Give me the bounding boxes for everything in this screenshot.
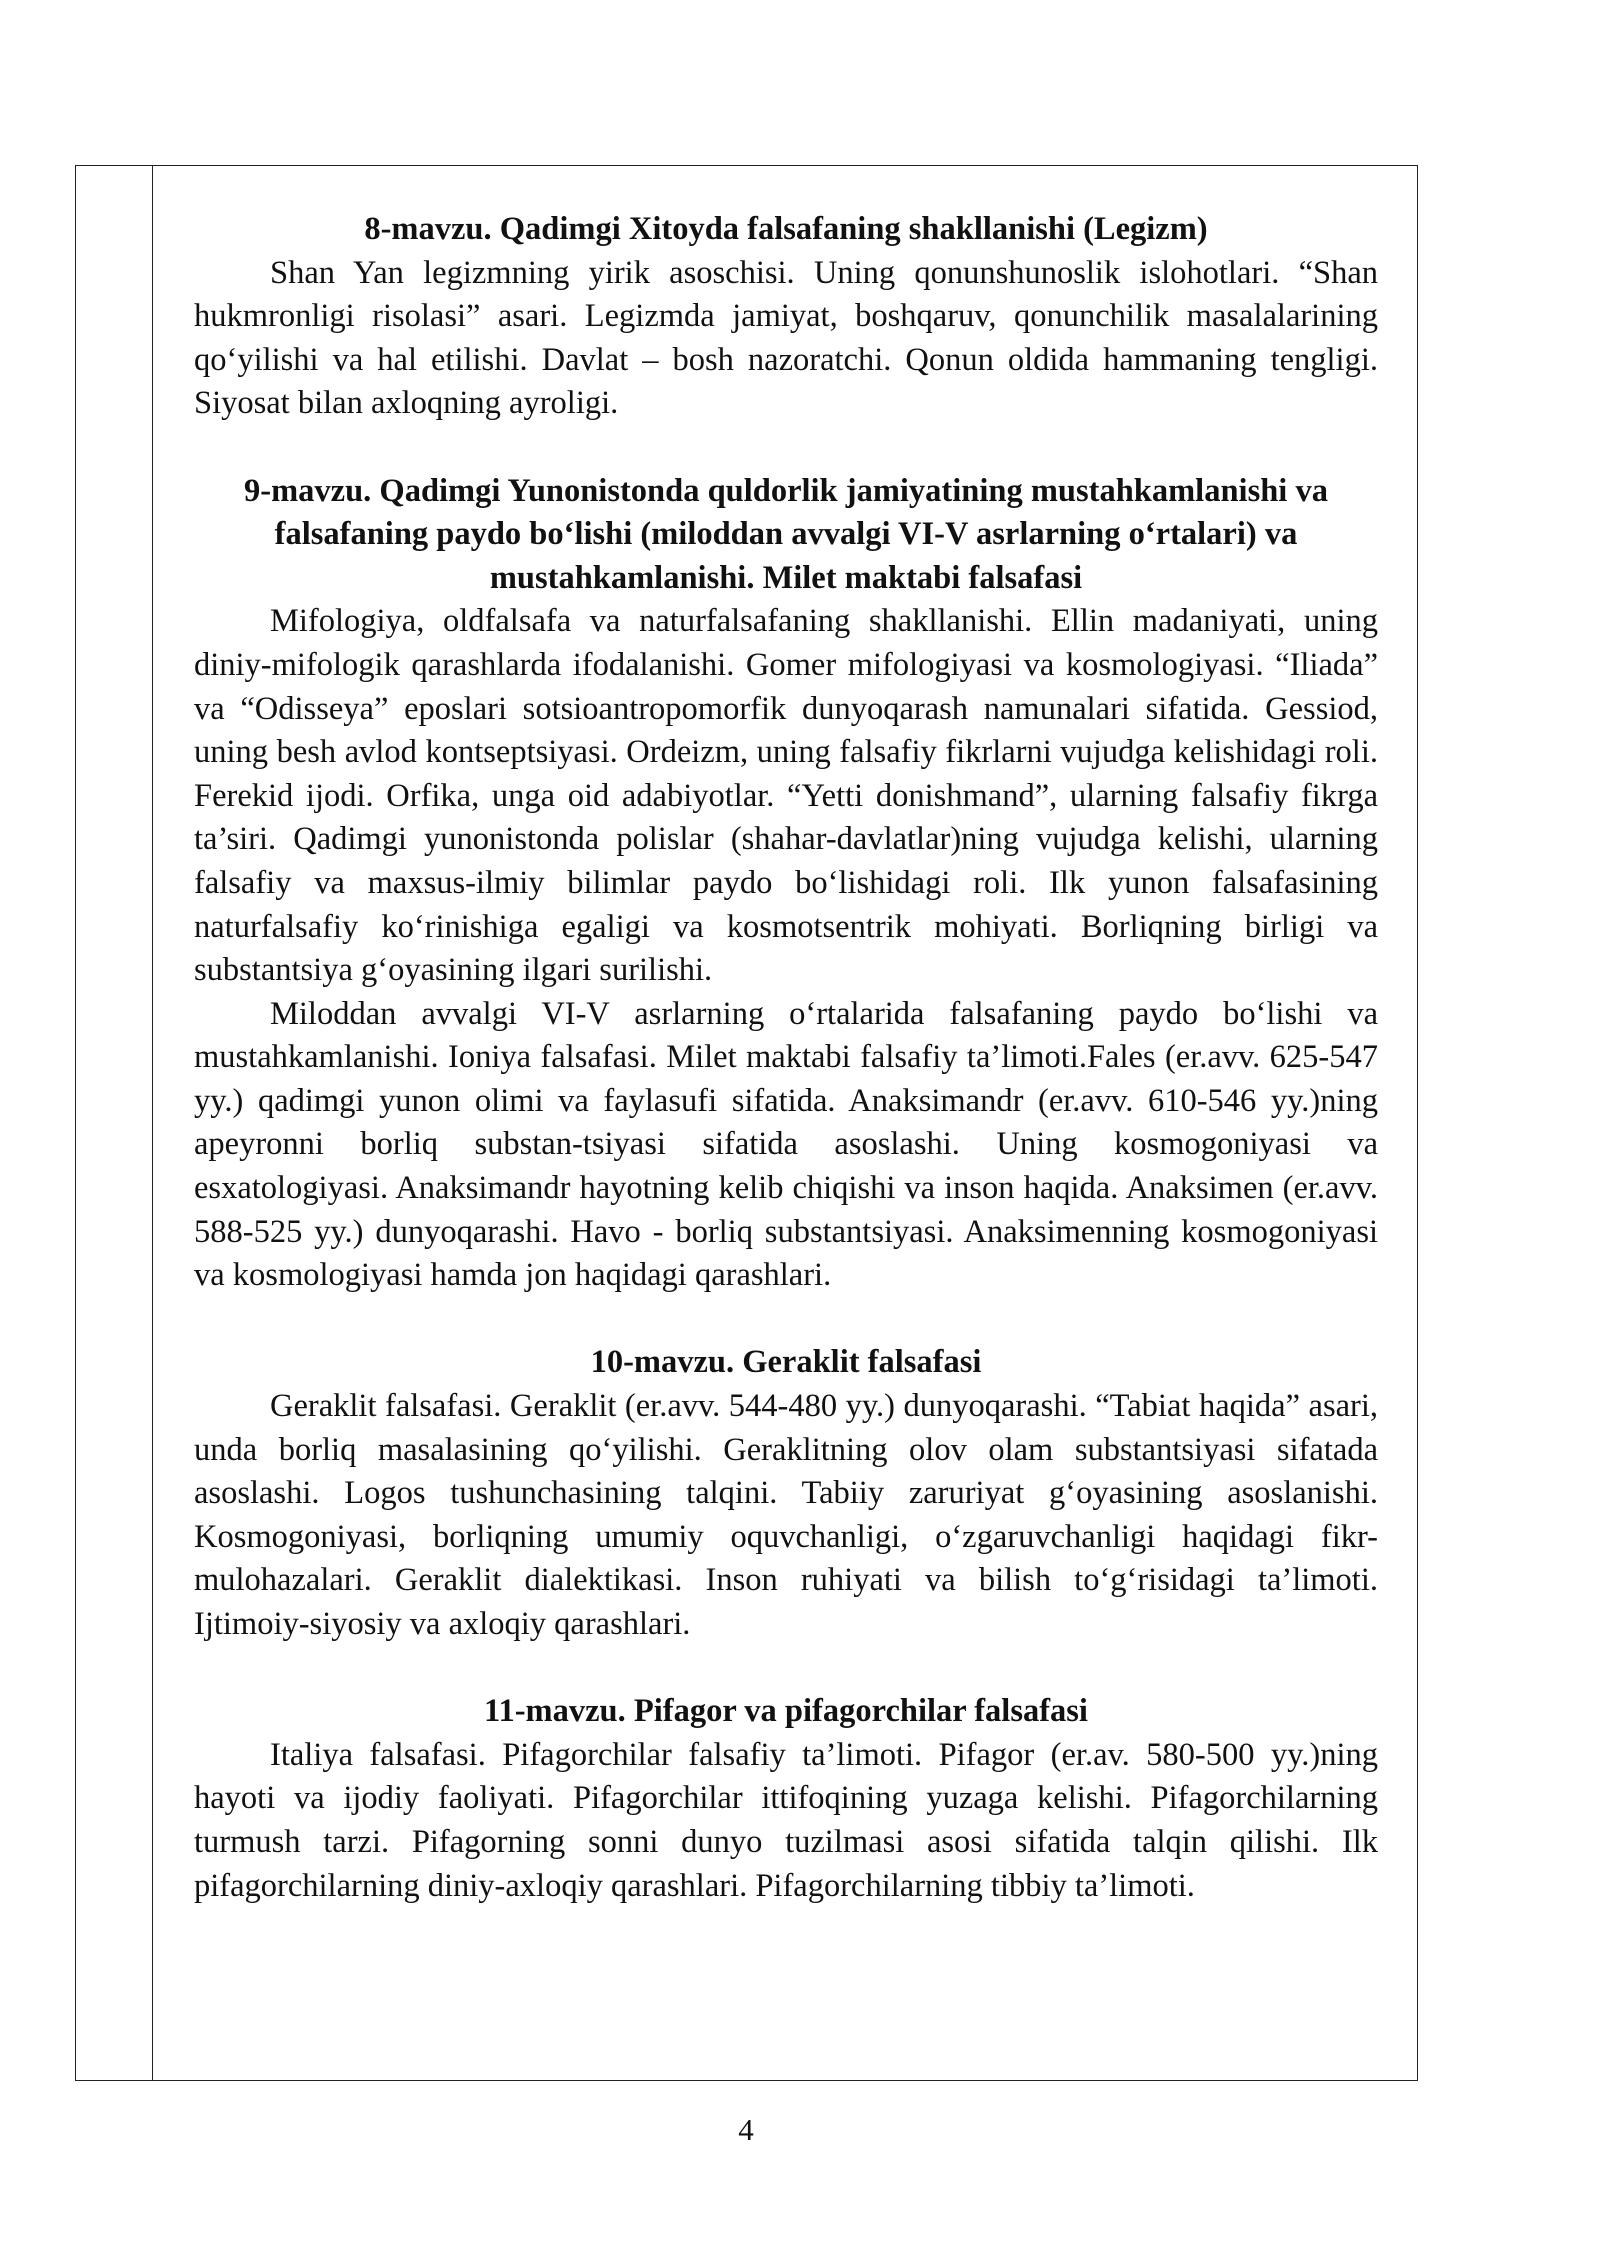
topic-title: 10-mavzu. Geraklit falsafasi <box>590 1344 982 1381</box>
content-cell <box>194 208 1378 1908</box>
topic-paragraph: Geraklit falsafasi. Geraklit (er.avv. 544-480 yy.) dunyoqarashi. “Tabiat haqida” asari, unda borliq masalasining qo‘yilishi. Geraklitning olov olam substantsiyasi sifatada asoslashi. Logos tushunchasining talqini. Tabiiy zaruriyat g‘oyasining asoslanishi. Kosmogoniyasi, borliqning umumiy oquvchanligi, o‘zgaruvchanligi haqidagi fikr-mulohazalari. Geraklit dialektikasi. Inson ruhiyati va bilish to‘g‘risidagi ta’limoti. Ijtimoiy-siyosiy va axloqiy qarashlari. <box>194 1388 1378 1642</box>
topic-8 <box>194 208 1378 426</box>
topic-title: 8-mavzu. Qadimgi Xitoyda falsafaning shakllanishi (Legizm) <box>364 211 1208 247</box>
topic-title: 9-mavzu. Qadimgi Yunonistonda quldorlik jamiyatining mustahkamlanishi va falsafaning paydo bo‘lishi (miloddan avvalgi VI-V asrlarning o‘rtalari) va mustahkamlanishi. Milet maktabi falsafasi <box>244 472 1328 596</box>
table-frame <box>75 165 1418 2081</box>
topic-9 <box>194 470 1378 1298</box>
topic-paragraph: Italiya falsafasi. Pifagorchilar falsafiy ta’limoti. Pifagor (er.av. 580-500 yy.)ning hayoti va ijodiy faoliyati. Pifagorchilar ittifoqining yuzaga kelishi. Pifagorchilarning turmush tarzi. Pifagorning sonni dunyo tuzilmasi asosi sifatida talqin qilishi. Ilk pifagorchilarning diniy-axloqiy qarashlari. Pifagorchilarning tibbiy ta’limoti. <box>194 1736 1378 1904</box>
topic-paragraph: Miloddan avvalgi VI-V asrlarning o‘rtalarida falsafaning paydo bo‘lishi va mustahkamlanishi. Ioniya falsafasi. Milet maktabi falsafiy ta’limoti.Fales (er.avv. 625-547 yy.) qadimgi yunon olimi va faylasufi sifatida. Anaksimandr (er.avv. 610-546 yy.)ning apeyronni borliq substan-tsiyasi sifatida asoslashi. Uning kosmogoniyasi va esxatologiyasi. Anaksimandr hayotning kelib chiqishi va inson haqida. Anaksimen (er.avv. 588-525 yy.) dunyoqarashi. Havo - borliq substantsiyasi. Anaksimenning kosmogoniyasi va kosmologiyasi hamda jon haqidagi qarashlari. <box>194 995 1378 1294</box>
topic-paragraph: Shan Yan legizmning yirik asoschisi. Uning qonunshunoslik islohotlari. “Shan hukmronligi risolasi” asari. Legizmda jamiyat, boshqaruv, qonunchilik masalalarining qo‘yilishi va hal etilishi. Davlat – bosh nazoratchi. Qonun oldida hammaning tengligi. Siyosat bilan axloqning ayroligi. <box>194 254 1378 422</box>
column-divider <box>152 166 153 2080</box>
topic-paragraph: Mifologiya, oldfalsafa va naturfalsafaning shakllanishi. Ellin madaniyati, uning diniy-mifologik qarashlarda ifodalanishi. Gomer mifologiyasi va kosmologiyasi. “Iliada” va “Odisseya” eposlari sotsioantropomorfik dunyoqarash namunalari sifatida. Gessiod, uning besh avlod kontseptsiyasi. Ordeizm, uning falsafiy fikrlarni vujudga kelishidagi roli. Ferekid ijodi. Orfika, unga oid adabiyotlar. “Yetti donishmand”, ularning falsafiy fikrga ta’siri. Qadimgi yunonistonda polislar (shahar-davlatlar)ning vujudga kelishi, ularning falsafiy va maxsus-ilmiy bilimlar paydo bo‘lishidagi roli. Ilk yunon falsafasining naturfalsafiy ko‘rinishiga egaligi va kosmotsentrik mohiyati. Borliqning birligi va substantsiya g‘oyasining ilgari surilishi. <box>194 603 1378 989</box>
topic-title: 11-mavzu. Pifagor va pifagorchilar falsafasi <box>484 1693 1088 1730</box>
topic-11 <box>194 1690 1378 1908</box>
topic-10 <box>194 1341 1378 1646</box>
page-number: 4 <box>738 2112 754 2147</box>
